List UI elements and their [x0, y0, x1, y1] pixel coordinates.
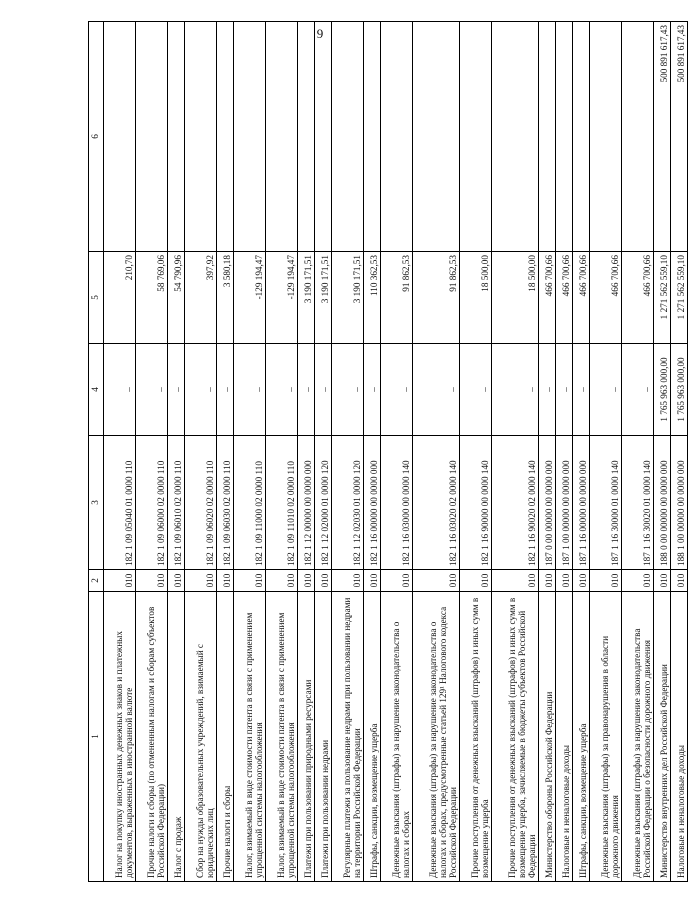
column-header-6: 6	[89, 22, 104, 252]
row-name-cell: Денежные взыскания (штрафы) за нарушение законодательства Российской Федерации о безопасности дорожного движения	[621, 592, 653, 882]
row-plan-cell: –	[589, 344, 621, 436]
row-plan-cell: –	[413, 344, 460, 436]
row-stat-cell	[135, 22, 167, 252]
row-stat-cell	[297, 22, 314, 252]
row-code-cell: 188 1 00 00000 00 0000 000	[670, 436, 687, 570]
row-stat-cell	[555, 22, 572, 252]
row-name-cell: Прочие налоги и сборы	[216, 592, 233, 882]
row-name-cell: Денежные взыскания (штрафы) за правонарушения в области дорожного движения	[589, 592, 621, 882]
row-stat-cell	[184, 22, 216, 252]
row-exec-cell: 54 790,96	[167, 252, 184, 344]
row-plan-cell: –	[555, 344, 572, 436]
row-exec-cell: 18 500,00	[491, 252, 538, 344]
row-name-cell: Денежные взыскания (штрафы) за нарушение законодательства о налогах и сборах, предусмотренные статьей 129¹ Налогового кодекса Российской Федерации	[413, 592, 460, 882]
row-plan-cell: –	[315, 344, 332, 436]
row-plan-cell: –	[265, 344, 297, 436]
row-name-cell: Штрафы, санкции, возмещение ущерба	[572, 592, 589, 882]
row-exec-cell: 1 271 562 559,10	[670, 252, 687, 344]
row-plan-cell: –	[297, 344, 314, 436]
row-code-cell: 182 1 16 03020 02 0000 140	[413, 436, 460, 570]
row-name-cell: Платежи при пользовании природными ресурсами	[297, 592, 314, 882]
row-name-cell: Налог с продаж	[167, 592, 184, 882]
table-row	[104, 22, 136, 882]
column-header-4: 4	[89, 344, 104, 436]
row-exec-cell: 1 271 562 559,10	[653, 252, 670, 344]
row-stat-cell	[265, 22, 297, 252]
row-admin-cell: 010	[621, 570, 653, 592]
row-name-cell: Денежные взыскания (штрафы) за нарушение законодательства о налогах и сборах	[381, 592, 413, 882]
row-code-cell: 182 1 09 06010 02 0000 110	[167, 436, 184, 570]
table-row	[297, 22, 314, 882]
column-header-5: 5	[89, 252, 104, 344]
row-exec-cell: 18 500,00	[459, 252, 491, 344]
row-code-cell: 182 1 09 06020 02 0000 110	[184, 436, 216, 570]
table-row	[135, 22, 167, 882]
row-exec-cell: 466 700,66	[589, 252, 621, 344]
row-admin-cell: 010	[216, 570, 233, 592]
row-plan-cell: –	[135, 344, 167, 436]
row-plan-cell: –	[167, 344, 184, 436]
row-plan-cell: –	[234, 344, 266, 436]
row-plan-cell: –	[364, 344, 381, 436]
row-plan-cell: –	[216, 344, 233, 436]
row-admin-cell: 010	[104, 570, 136, 592]
budget-table	[88, 21, 688, 882]
row-name-cell: Прочие поступления от денежных взысканий (штрафов) и иных сумм в возмещение ущерба	[459, 592, 491, 882]
row-admin-cell: 010	[265, 570, 297, 592]
row-name-cell: Налог, взимаемый в виде стоимости патента в связи с применением упрощенной системы налогообложения	[234, 592, 266, 882]
row-exec-cell: 58 769,06	[135, 252, 167, 344]
row-name-cell: Министерство внутренних дел Российской Федерации	[653, 592, 670, 882]
row-code-cell: 182 1 09 11010 02 0000 110	[265, 436, 297, 570]
row-code-cell: 187 1 16 30020 01 0000 140	[621, 436, 653, 570]
row-admin-cell: 010	[653, 570, 670, 592]
row-name-cell: Прочие налоги и сборы (по отмененным налогам и сборам субъектов Российской Федерации)	[135, 592, 167, 882]
row-admin-cell: 010	[297, 570, 314, 592]
row-code-cell: 182 1 16 00000 00 0000 000	[364, 436, 381, 570]
budget-table-container	[88, 22, 688, 882]
row-exec-cell: 466 700,66	[555, 252, 572, 344]
row-name-cell: Налог на покупку иностранных денежных знаков и платежных документов, выраженных в иностранной валюте	[104, 592, 136, 882]
table-row	[459, 22, 491, 882]
header-row	[89, 22, 104, 882]
table-row	[538, 22, 555, 882]
row-stat-cell	[538, 22, 555, 252]
row-name-cell: Регулярные платежи за пользование недрами при пользовании недрами на территории Российской Федерации	[332, 592, 364, 882]
row-plan-cell: –	[621, 344, 653, 436]
row-admin-cell: 010	[167, 570, 184, 592]
row-exec-cell: 3 580,18	[216, 252, 233, 344]
row-exec-cell: 3 190 171,51	[315, 252, 332, 344]
row-stat-cell	[621, 22, 653, 252]
row-admin-cell: 010	[332, 570, 364, 592]
row-code-cell: 182 1 09 05040 01 0000 110	[104, 436, 136, 570]
row-admin-cell: 010	[413, 570, 460, 592]
table-row	[413, 22, 460, 882]
row-admin-cell: 010	[491, 570, 538, 592]
column-header-3: 3	[89, 436, 104, 570]
row-stat-cell	[459, 22, 491, 252]
row-admin-cell: 010	[381, 570, 413, 592]
row-name-cell: Сбор на нужды образовательных учреждений, взимаемый с юридических лиц	[184, 592, 216, 882]
table-row	[555, 22, 572, 882]
row-code-cell: 182 1 16 90000 00 0000 140	[459, 436, 491, 570]
table-row	[184, 22, 216, 882]
row-exec-cell: 466 700,66	[572, 252, 589, 344]
row-exec-cell: 3 190 171,51	[332, 252, 364, 344]
row-exec-cell: -129 194,47	[234, 252, 266, 344]
table-row	[167, 22, 184, 882]
row-code-cell: 182 1 16 90020 02 0000 140	[491, 436, 538, 570]
row-exec-cell: 91 862,53	[413, 252, 460, 344]
row-code-cell: 187 1 16 30000 01 0000 140	[589, 436, 621, 570]
row-stat-cell	[413, 22, 460, 252]
row-exec-cell: -129 194,47	[265, 252, 297, 344]
row-plan-cell: –	[572, 344, 589, 436]
row-stat-cell	[216, 22, 233, 252]
row-stat-cell	[381, 22, 413, 252]
row-name-cell: Налоговые и неналоговые доходы	[555, 592, 572, 882]
row-stat-cell	[104, 22, 136, 252]
row-code-cell: 182 1 09 06030 02 0000 110	[216, 436, 233, 570]
row-admin-cell: 010	[572, 570, 589, 592]
row-code-cell: 182 1 12 00000 00 0000 000	[297, 436, 314, 570]
table-row	[653, 22, 670, 882]
row-stat-cell: 500 891 617,43	[670, 22, 687, 252]
table-row	[216, 22, 233, 882]
row-stat-cell	[315, 22, 332, 252]
table-row	[572, 22, 589, 882]
row-stat-cell	[364, 22, 381, 252]
table-row	[315, 22, 332, 882]
row-plan-cell: –	[381, 344, 413, 436]
table-row	[621, 22, 653, 882]
row-stat-cell	[572, 22, 589, 252]
table-row	[364, 22, 381, 882]
row-admin-cell: 010	[135, 570, 167, 592]
page-number: 9	[316, 26, 324, 41]
row-exec-cell: 466 700,66	[621, 252, 653, 344]
table-row	[381, 22, 413, 882]
row-code-cell: 187 0 00 00000 00 0000 000	[538, 436, 555, 570]
row-exec-cell: 210,70	[104, 252, 136, 344]
row-code-cell: 182 1 16 03000 00 0000 140	[381, 436, 413, 570]
row-name-cell: Налоговые и неналоговые доходы	[670, 592, 687, 882]
row-exec-cell: 110 362,53	[364, 252, 381, 344]
table-header	[89, 22, 104, 882]
table-body	[104, 22, 688, 882]
row-plan-cell: –	[184, 344, 216, 436]
table-row	[234, 22, 266, 882]
row-code-cell: 187 1 00 00000 00 0000 000	[555, 436, 572, 570]
row-plan-cell: –	[459, 344, 491, 436]
row-admin-cell: 010	[234, 570, 266, 592]
row-code-cell: 187 1 16 00000 00 0000 000	[572, 436, 589, 570]
row-code-cell: 182 1 12 02030 01 0000 120	[332, 436, 364, 570]
table-row	[491, 22, 538, 882]
row-plan-cell: –	[538, 344, 555, 436]
column-header-1: 1	[89, 592, 104, 882]
row-plan-cell: 1 765 963 000,00	[670, 344, 687, 436]
row-exec-cell: 397,92	[184, 252, 216, 344]
row-code-cell: 182 1 12 02000 01 0000 120	[315, 436, 332, 570]
row-code-cell: 188 0 00 00000 00 0000 000	[653, 436, 670, 570]
row-stat-cell	[589, 22, 621, 252]
row-admin-cell: 010	[459, 570, 491, 592]
row-admin-cell: 010	[538, 570, 555, 592]
row-exec-cell: 466 700,66	[538, 252, 555, 344]
row-admin-cell: 010	[589, 570, 621, 592]
row-plan-cell: –	[491, 344, 538, 436]
table-row	[265, 22, 297, 882]
row-plan-cell: –	[332, 344, 364, 436]
table-row	[670, 22, 687, 882]
row-admin-cell: 010	[670, 570, 687, 592]
row-stat-cell	[167, 22, 184, 252]
row-stat-cell	[234, 22, 266, 252]
row-plan-cell: –	[104, 344, 136, 436]
column-header-2: 2	[89, 570, 104, 592]
row-code-cell: 182 1 09 11000 02 0000 110	[234, 436, 266, 570]
row-admin-cell: 010	[364, 570, 381, 592]
row-name-cell: Прочие поступления от денежных взысканий (штрафов) и иных сумм в возмещение ущерба, зачисляемые в бюджеты субъектов Российской Федерации	[491, 592, 538, 882]
row-code-cell: 182 1 09 06000 02 0000 110	[135, 436, 167, 570]
row-plan-cell: 1 765 963 000,00	[653, 344, 670, 436]
row-name-cell: Министерство обороны Российской Федерации	[538, 592, 555, 882]
row-exec-cell: 91 862,53	[381, 252, 413, 344]
row-exec-cell: 3 190 171,51	[297, 252, 314, 344]
table-row	[332, 22, 364, 882]
table-row	[589, 22, 621, 882]
row-name-cell: Штрафы, санкции, возмещение ущерба	[364, 592, 381, 882]
row-admin-cell: 010	[184, 570, 216, 592]
row-admin-cell: 010	[315, 570, 332, 592]
row-admin-cell: 010	[555, 570, 572, 592]
row-stat-cell: 500 891 617,43	[653, 22, 670, 252]
row-stat-cell	[491, 22, 538, 252]
row-stat-cell	[332, 22, 364, 252]
row-name-cell: Платежи при пользовании недрами	[315, 592, 332, 882]
row-name-cell: Налог, взимаемый в виде стоимости патента в связи с применением упрощенной системы налогообложения	[265, 592, 297, 882]
